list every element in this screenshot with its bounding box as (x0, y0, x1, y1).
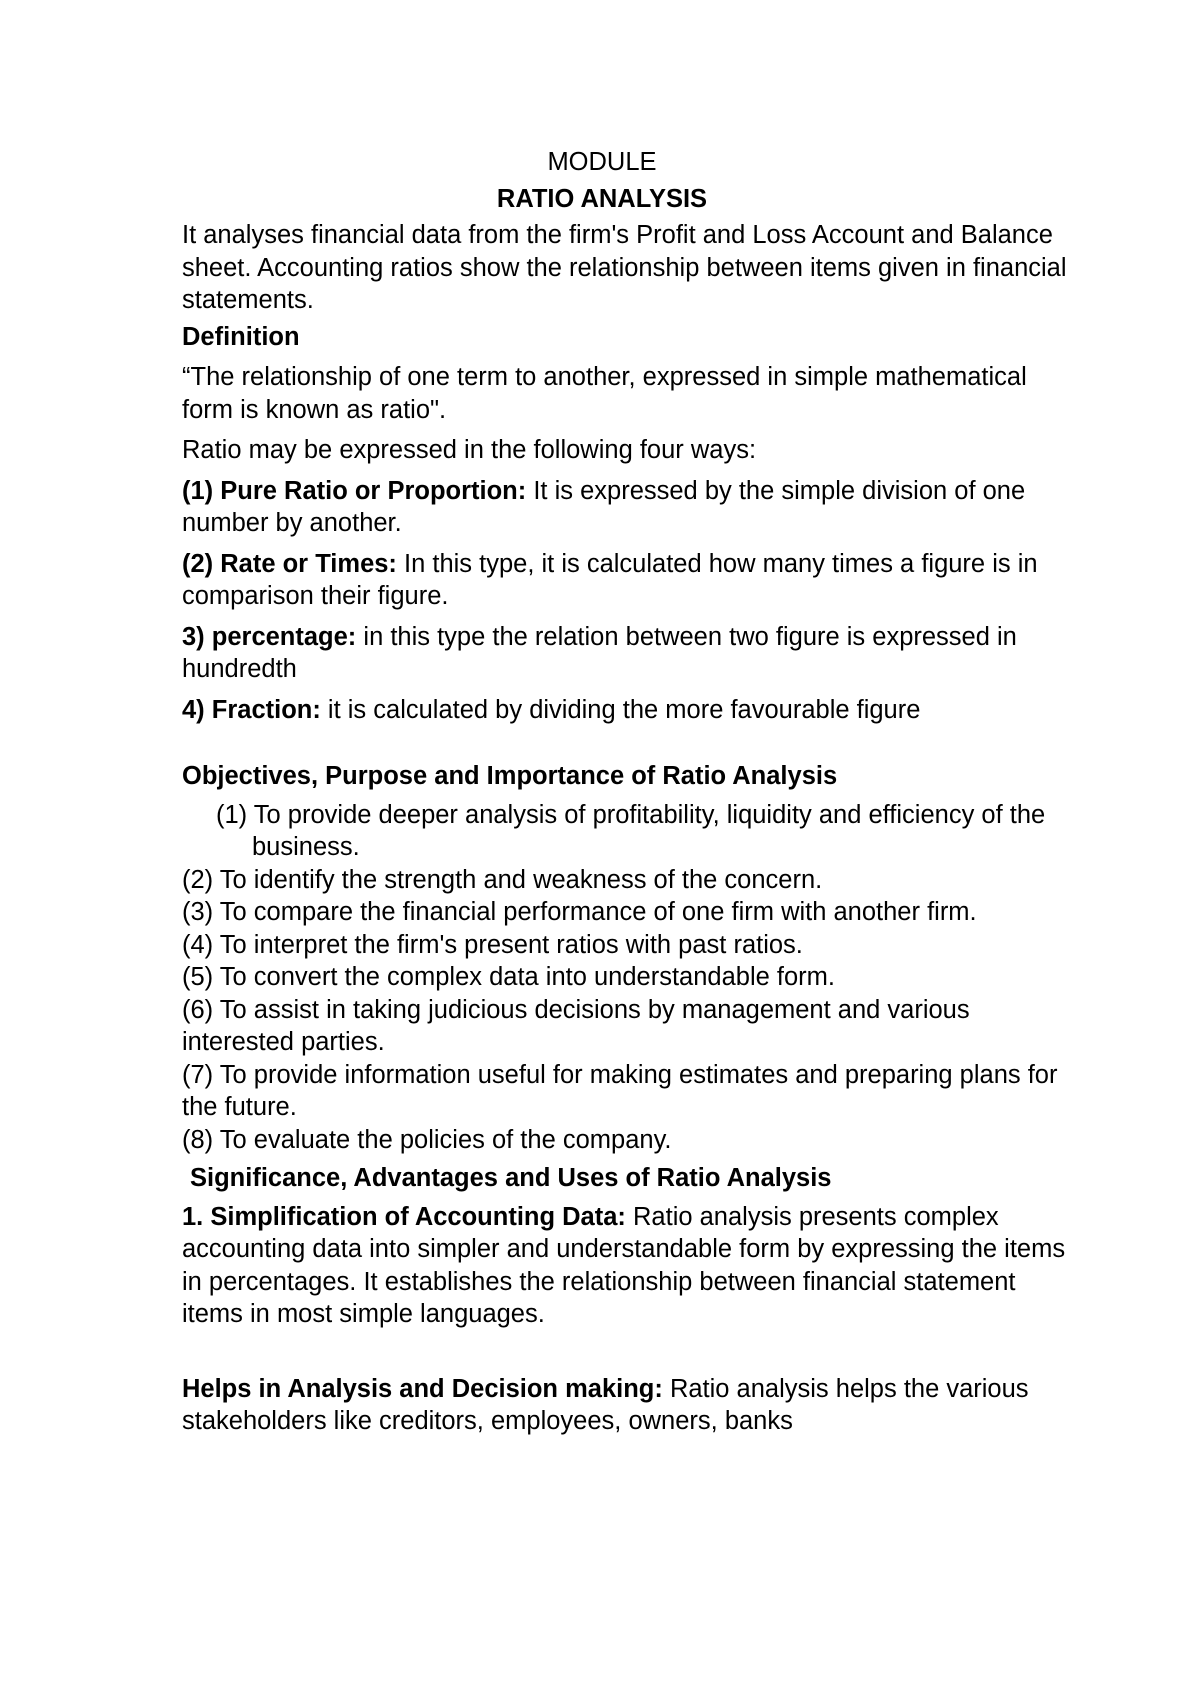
objective-item: (8) To evaluate the policies of the company. (182, 1125, 672, 1154)
ratio-type-label: 3) percentage: (182, 622, 357, 651)
ratio-type-item (182, 694, 1082, 727)
objectives-heading: Objectives, Purpose and Importance of Ratio Analysis (182, 762, 838, 790)
significance-point-text: Ratio analysis helps the various stakeholders like creditors, employees, owners, banks (182, 1374, 1029, 1435)
ratio-type-item (182, 475, 1082, 540)
ratio-type-text: it is calculated by dividing the more favourable figure (320, 695, 921, 724)
objective-item: (2) To identify the strength and weakness of the concern. (182, 865, 823, 894)
ratio-type-item (182, 548, 1082, 613)
objective-item: (5) To convert the complex data into understandable form. (182, 963, 835, 991)
objective-item: (3) To compare the financial performance of one firm with another firm. (182, 898, 977, 926)
page-title: RATIO ANALYSIS (496, 184, 708, 213)
significance-point-text: Ratio analysis presents complex accounting data into simpler and understandable form by expressing the items in percentages. It establishes the relationship between financial statement items in most simple languages. (182, 1202, 1066, 1328)
ratio-type-text: In this type, it is calculated how many times a figure is in comparison their figure. (182, 549, 1038, 610)
objective-item: (4) To interpret the firm's present ratios with past ratios. (182, 930, 803, 959)
ways-intro: Ratio may be expressed in the following four ways: (182, 436, 757, 464)
document-body (182, 146, 1082, 1438)
ratio-type-label: 4) Fraction: (182, 695, 321, 724)
objectives-list (182, 799, 1082, 1157)
significance-point (182, 1201, 1082, 1331)
module-label: MODULE (547, 148, 657, 176)
definition-heading: Definition (182, 322, 300, 351)
ratio-type-label: (1) Pure Ratio or Proportion: (182, 476, 527, 505)
significance-heading: Significance, Advantages and Uses of Ratio Analysis (190, 1164, 832, 1192)
significance-point-label: Helps in Analysis and Decision making: (182, 1374, 663, 1403)
significance-point-label: 1. Simplification of Accounting Data: (182, 1202, 626, 1231)
intro-paragraph: It analyses financial data from the firm's Profit and Loss Account and Balance sheet. Accounting ratios show the relationship between items given in financial statements. (182, 221, 1067, 314)
significance-point (182, 1373, 1082, 1438)
ratio-type-label: (2) Rate or Times: (182, 549, 397, 578)
objective-item: (6) To assist in taking judicious decisions by management and various interested parties. (182, 995, 970, 1056)
ratio-type-text: in this type the relation between two figure is expressed in hundredth (182, 622, 1017, 683)
objective-item: (1) To provide deeper analysis of profitability, liquidity and efficiency of the business. (216, 800, 1046, 861)
ratio-type-text: It is expressed by the simple division of one number by another. (182, 476, 1026, 537)
ratio-type-item (182, 621, 1082, 686)
definition-quote: “The relationship of one term to another, expressed in simple mathematical form is known as ratio". (182, 363, 1027, 424)
objective-item: (7) To provide information useful for making estimates and preparing plans for the future. (182, 1060, 1058, 1121)
